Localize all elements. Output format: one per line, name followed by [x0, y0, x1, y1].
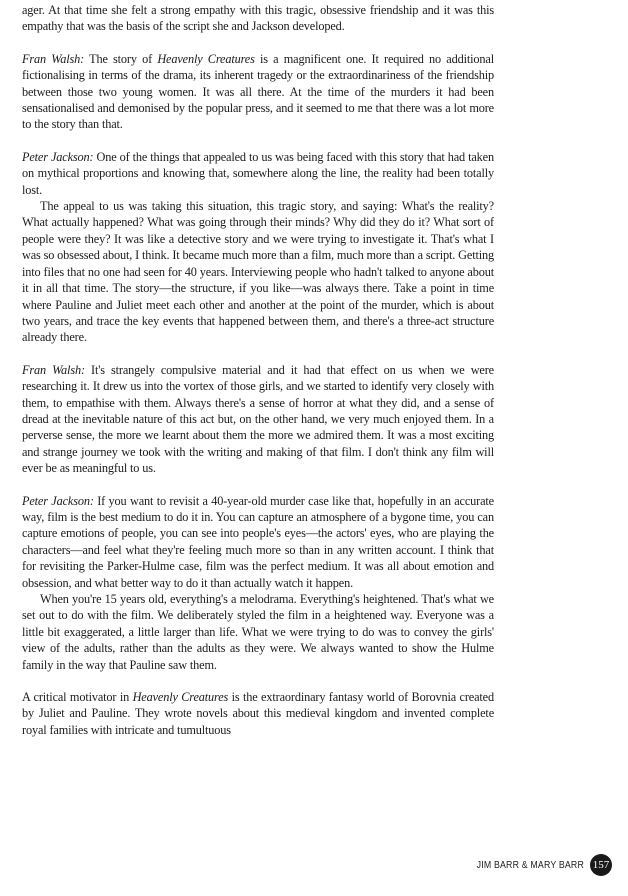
running-head: JIM BARR & MARY BARR: [476, 859, 584, 871]
body-text: [22, 2, 494, 738]
paragraph-text: The story of: [84, 51, 158, 66]
speaker-name: Peter Jackson:: [22, 149, 94, 164]
speaker-name: Fran Walsh:: [22, 51, 85, 66]
paragraph-text: is the extraordinary fantasy world of Borovnia created by Juliet and Pauline. They wrote novels about this medieval kingdom and invented complete royal families with intricate and tumultuous: [22, 690, 494, 737]
paragraph-continuation: ager. At that time she felt a strong empathy with this tragic, obsessive friendship and it was this empathy that was the basis of the script she and Jackson developed.: [22, 3, 494, 34]
page-footer: [462, 854, 612, 876]
paragraph-text: is a magnificent one. It required no additional fictionalising in terms of the drama, its inherent tragedy or the extraordinariness of the friendship between those two young women. It was all there. At the time of the murders it had been sensationalised and demonised by the popular press, and it seemed to me that there was a lot more to the story than that.: [22, 51, 494, 132]
paragraph-text: If you want to revisit a 40-year-old murder case like that, hopefully in an accurate way, film is the best medium to do it in. You can capture an atmosphere of a bygone time, you can capture emotions of people, you can see into people's eyes—the actors' eyes, who are playing the characters—and feel what they're feeling much more so than in any written account. I think that for revisiting the Parker-Hulme case, film was the perfect medium. It was all about emotion and obsession, and what better way to do it than actually watch it happen.: [22, 493, 494, 590]
paragraph-text: One of the things that appealed to us was being faced with this story that had taken on mythical proportions and knowing that, somewhere along the line, the reality had been totally lost.: [22, 149, 494, 197]
paragraph-peter-jackson-1: [22, 149, 494, 198]
paragraph-text: A critical motivator in: [22, 690, 133, 705]
paragraph-fran-walsh-2: [22, 362, 494, 477]
paragraph-peter-jackson-2: The appeal to us was taking this situation, this tragic story, and saying: What's the reality? What actually happened? What was going through their minds? Why did they do it? What sort of people were they? It was like a detective story and we were trying to investigate it. That's what I was so obsessed about, I think. It became much more than a film, much more than a script. Getting into files that no one had seen for 40 years. Interviewing people who hadn't talked to anyone about it in all that time. The story—the structure, if you like—was always there. Take a point in time where Pauline and Juliet meet each other and another at the point of the murder, which is about two years, and trace the key events that happened between them, and there's a three-act structure already there.: [22, 199, 494, 345]
paragraph-peter-jackson-4: When you're 15 years old, everything's a melodrama. Everything's heightened. That's what we set out to do with the film. We deliberately styled the film in a heightened way. Everyone was a little bit exaggerated, a little larger than life. What we were trying to do was to convey the girls' view of the adults, rather than the adults as they were. We always wanted to show the Hulme family in the way that Pauline saw them.: [22, 592, 494, 672]
paragraph-text: It's strangely compulsive material and it had that effect on us when we were researching it. It drew us into the vortex of those girls, and we started to identify very closely with them, to empathise with them. Always there's a sense of horror at what they did, and a sense of dread at the inevitable nature of this act but, on the other hand, we very much enjoyed them. In a perverse sense, the more we learnt about them the more we admired them. It was a most exciting and strange journey we took with the writing and making of that film. I don't think any film will ever be as meaningful to us.: [22, 362, 494, 476]
paragraph-borovnia: [22, 689, 494, 738]
paragraph-peter-jackson-3: [22, 493, 494, 591]
page-number-badge: 157: [590, 854, 612, 876]
film-title: Heavenly Creatures: [132, 690, 229, 705]
paragraph-fran-walsh-1: [22, 51, 494, 133]
film-title: Heavenly Creatures: [157, 51, 255, 66]
speaker-name: Fran Walsh:: [22, 362, 85, 377]
speaker-name: Peter Jackson:: [22, 493, 94, 508]
